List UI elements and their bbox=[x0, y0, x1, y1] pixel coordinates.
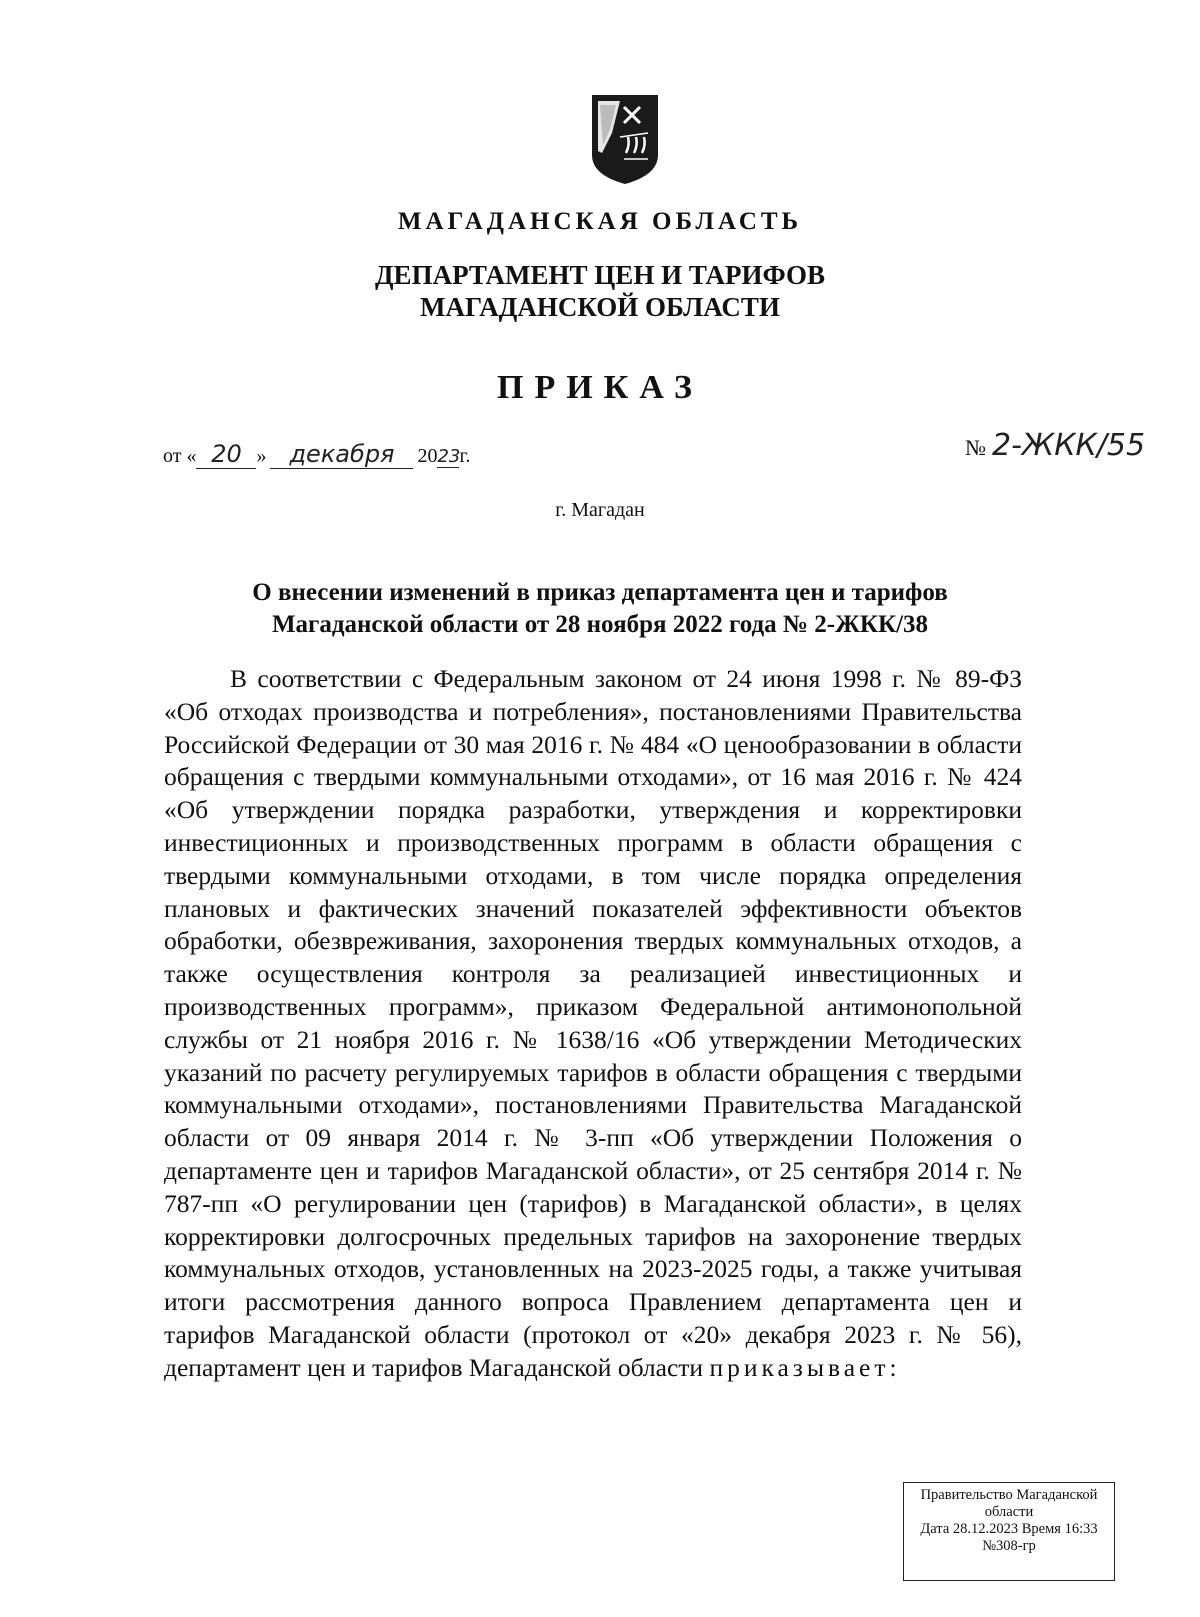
date-quote-close: » bbox=[256, 445, 267, 467]
stamp-line-1: Правительство Магаданской bbox=[920, 1487, 1098, 1503]
department-name bbox=[0, 259, 1200, 323]
orders-word: приказывает: bbox=[709, 1352, 901, 1382]
department-line-1: ДЕПАРТАМЕНТ ЦЕН И ТАРИФОВ bbox=[374, 260, 826, 290]
date-prefix: от « bbox=[163, 445, 197, 467]
registration-stamp bbox=[903, 1482, 1115, 1581]
date-year-prefix: 20 bbox=[417, 445, 438, 467]
document-type: ПРИКАЗ bbox=[497, 369, 703, 406]
order-date bbox=[163, 440, 470, 469]
coat-of-arms-icon bbox=[590, 93, 660, 186]
stamp-line-4: №308-гр bbox=[982, 1538, 1036, 1554]
number-prefix: № bbox=[965, 435, 986, 460]
order-number bbox=[965, 428, 1145, 463]
order-subject bbox=[0, 577, 1200, 641]
region-title: МАГАДАНСКАЯ ОБЛАСТЬ bbox=[397, 208, 803, 235]
date-month: декабря bbox=[270, 440, 413, 469]
preamble-paragraph bbox=[164, 663, 1022, 1385]
preamble-text: В соответствии с Федеральным законом от 24 июня 1998 г. № 89-ФЗ «Об отходах производства и потребления», постановлениями Правительства Российской Федерации от 30 мая 2016 г. № 484 «О ценообразовании в области обращения с твердыми коммунальными отходами», от 16 мая 2016 г. № 424 «Об утверждении порядка разработки, утверждения и корректировки инвестиционных и производственных программ в области обращения с твердыми коммунальными отходами, в том числе порядка определения плановых и фактических значений показателей эффективности объектов обработки, обезвреживания, захоронения твердых коммунальных отходов, а также осуществления контроля за реализацией инвестиционных и производственных программ», приказом Федеральной антимонопольной службы от 21 ноября 2016 г. № 1638/16 «Об утверждении Методических указаний по расчету регулируемых тарифов в области обращения с твердыми коммунальными отходами», постановлениями Правительства Магаданской области от 09 января 2014 г. № 3-пп «Об утверждении Положения о департаменте цен и тарифов Магаданской области», от 25 сентября 2014 г. № 787-пп «О регулировании цен (тарифов) в Магаданской области», в целях корректировки долгосрочных предельных тарифов на захоронение твердых коммунальных отходов, установленных на 2023-2025 годы, а также учитывая итоги рассмотрения данного вопроса Правлением департамента цен и тарифов Магаданской области (протокол от «20» декабря 2023 г. № 56), департамент цен и тарифов Магаданской области bbox=[164, 664, 1022, 1382]
department-line-2: МАГАДАНСКОЙ ОБЛАСТИ bbox=[420, 292, 780, 322]
subject-line-1: О внесении изменений в приказ департамента цен и тарифов bbox=[252, 579, 948, 606]
subject-line-2: Магаданской области от 28 ноября 2022 года № 2-ЖКК/38 bbox=[271, 611, 929, 638]
stamp-line-3: Дата 28.12.2023 Время 16:33 bbox=[920, 1521, 1098, 1537]
number-value: 2-ЖКК/55 bbox=[992, 428, 1146, 463]
date-day: 20 bbox=[196, 440, 256, 469]
stamp-line-2: области bbox=[984, 1504, 1034, 1520]
date-year-suffix: 23 bbox=[437, 446, 461, 467]
issue-city: г. Магадан bbox=[555, 499, 645, 521]
date-suffix: г. bbox=[459, 445, 471, 467]
